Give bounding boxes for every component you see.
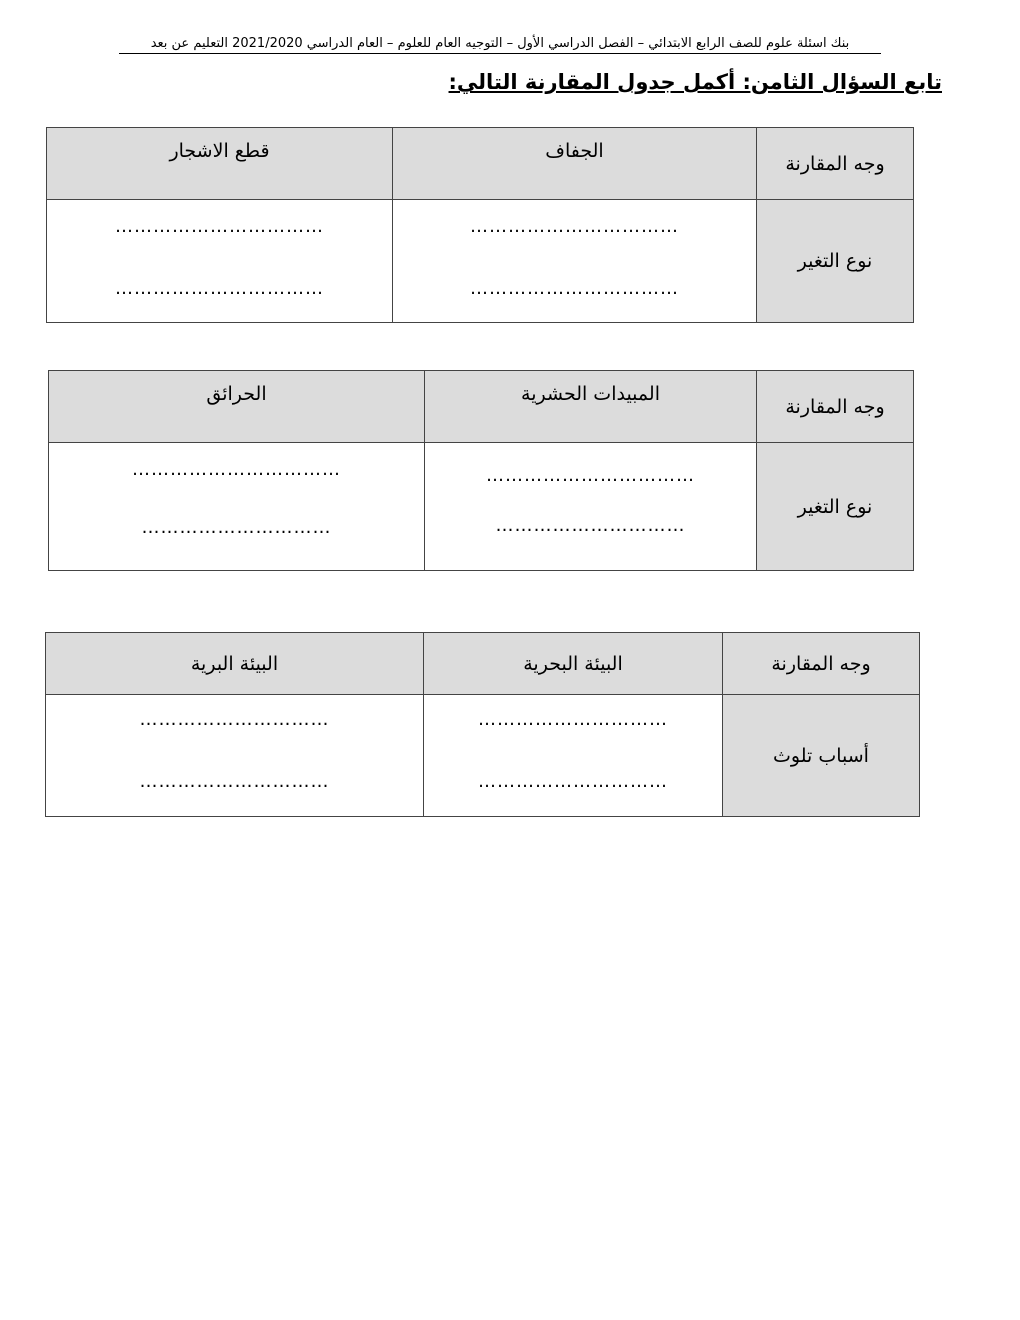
answer-dots: …………………………… (470, 216, 679, 237)
answer-dots: ………………………… (478, 771, 668, 792)
question-title: تابع السؤال الثامن: أكمل جدول المقارنة التالي: (448, 70, 942, 94)
column-header-drought: الجفاف (393, 128, 757, 200)
page-header: بنك اسئلة علوم للصف الرابع الابتدائي – الفصل الدراسي الأول – التوجيه العام للعلوم – العام الدراسي 2021/2020 التعليم عن بعد (119, 36, 881, 54)
row-label-pollution-causes: أسباب تلوث (723, 695, 920, 817)
answer-cell[interactable] (424, 695, 723, 817)
answer-dots: …………………………… (115, 216, 324, 237)
answer-cell[interactable] (425, 443, 757, 571)
answer-cell[interactable] (393, 200, 757, 323)
comparison-table-3 (45, 632, 920, 817)
answer-dots: ………………………… (139, 771, 330, 792)
answer-dots: ………………………… (495, 515, 686, 536)
answer-dots: …………………………… (115, 278, 324, 299)
column-header-pesticides: المبيدات الحشرية (425, 371, 757, 443)
comparison-table-2 (48, 370, 914, 571)
aspect-header: وجه المقارنة (757, 371, 914, 443)
column-header-fires: الحرائق (49, 371, 425, 443)
answer-dots: ………………………… (478, 709, 668, 730)
answer-dots: ………………………… (141, 517, 332, 538)
column-header-land-environment: البيئة البرية (46, 633, 424, 695)
answer-dots: …………………………… (486, 465, 695, 486)
comparison-table-1 (46, 127, 914, 323)
row-label-change-type: نوع التغير (757, 443, 914, 571)
answer-cell[interactable] (47, 200, 393, 323)
row-label-change-type: نوع التغير (757, 200, 914, 323)
aspect-header: وجه المقارنة (757, 128, 914, 200)
column-header-marine-environment: البيئة البحرية (424, 633, 723, 695)
answer-dots: ………………………… (139, 709, 330, 730)
answer-cell[interactable] (46, 695, 424, 817)
column-header-deforestation: قطع الاشجار (47, 128, 393, 200)
answer-dots: …………………………… (470, 278, 679, 299)
answer-cell[interactable] (49, 443, 425, 571)
aspect-header: وجه المقارنة (723, 633, 920, 695)
answer-dots: …………………………… (132, 459, 341, 480)
